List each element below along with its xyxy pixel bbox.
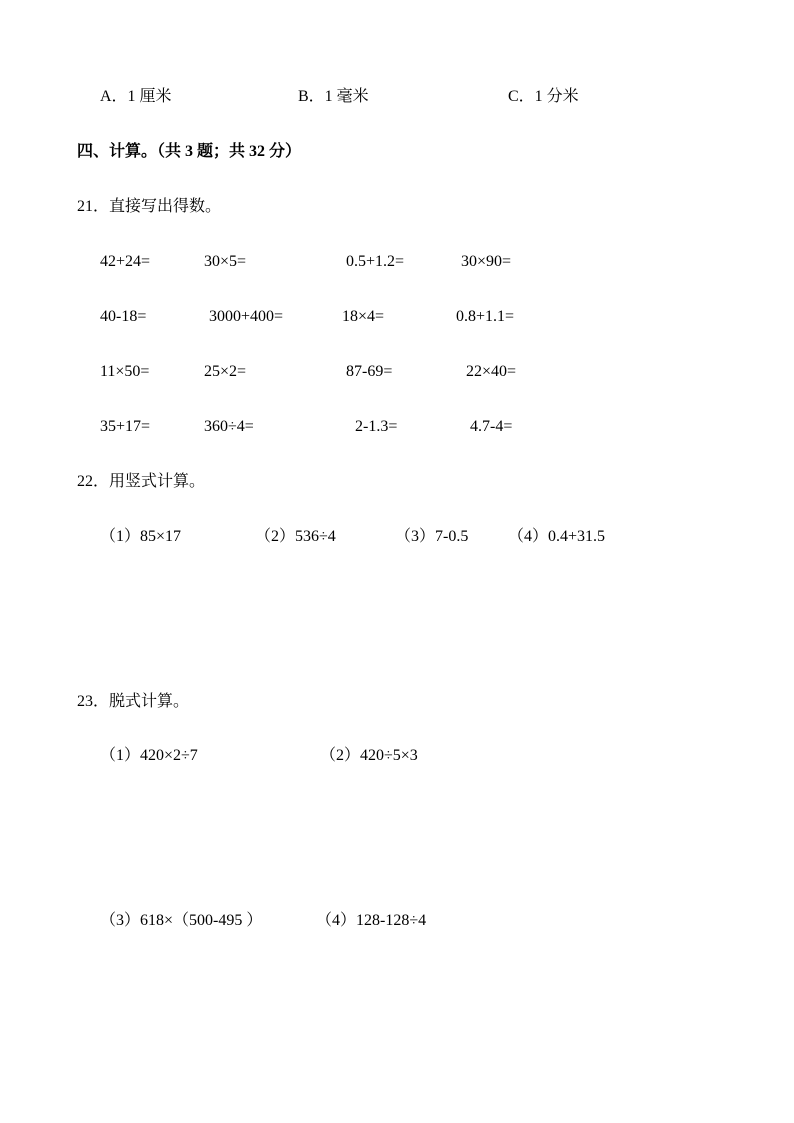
q21-item: 25×2= [204,363,247,380]
q22-item: （4）0.4+31.5 [508,528,606,545]
q23-item: （3）618×（500-495 ） [100,912,263,929]
q21-item: 18×4= [342,308,385,325]
q21-item: 40-18= [100,308,147,325]
q22-item: （2）536÷4 [255,528,336,545]
q23-item: （4）128-128÷4 [316,912,427,929]
q21-item: 2-1.3= [355,418,398,435]
option-a: A．1 厘米 [100,88,172,105]
q21-item: 35+17= [100,418,151,435]
q21-item: 4.7-4= [470,418,513,435]
q21-item: 0.8+1.1= [456,308,515,325]
question-22-title: 22．用竖式计算。 [77,473,206,490]
q21-item: 3000+400= [209,308,284,325]
option-b: B．1 毫米 [298,88,369,105]
q21-item: 22×40= [466,363,517,380]
q22-item: （3）7-0.5 [395,528,469,545]
question-21-title: 21．直接写出得数。 [77,198,222,215]
q21-item: 30×5= [204,253,247,270]
q21-item: 87-69= [346,363,393,380]
section-heading: 四、计算。（共 3 题；共 32 分） [77,143,302,160]
option-c: C．1 分米 [508,88,579,105]
q21-item: 42+24= [100,253,151,270]
question-23-title: 23．脱式计算。 [77,693,190,710]
q22-item: （1）85×17 [100,528,182,545]
q21-item: 0.5+1.2= [346,253,405,270]
q23-item: （2）420÷5×3 [320,747,418,764]
q21-item: 30×90= [461,253,512,270]
q21-item: 11×50= [100,363,150,380]
q23-item: （1）420×2÷7 [100,747,198,764]
q21-item: 360÷4= [204,418,254,435]
